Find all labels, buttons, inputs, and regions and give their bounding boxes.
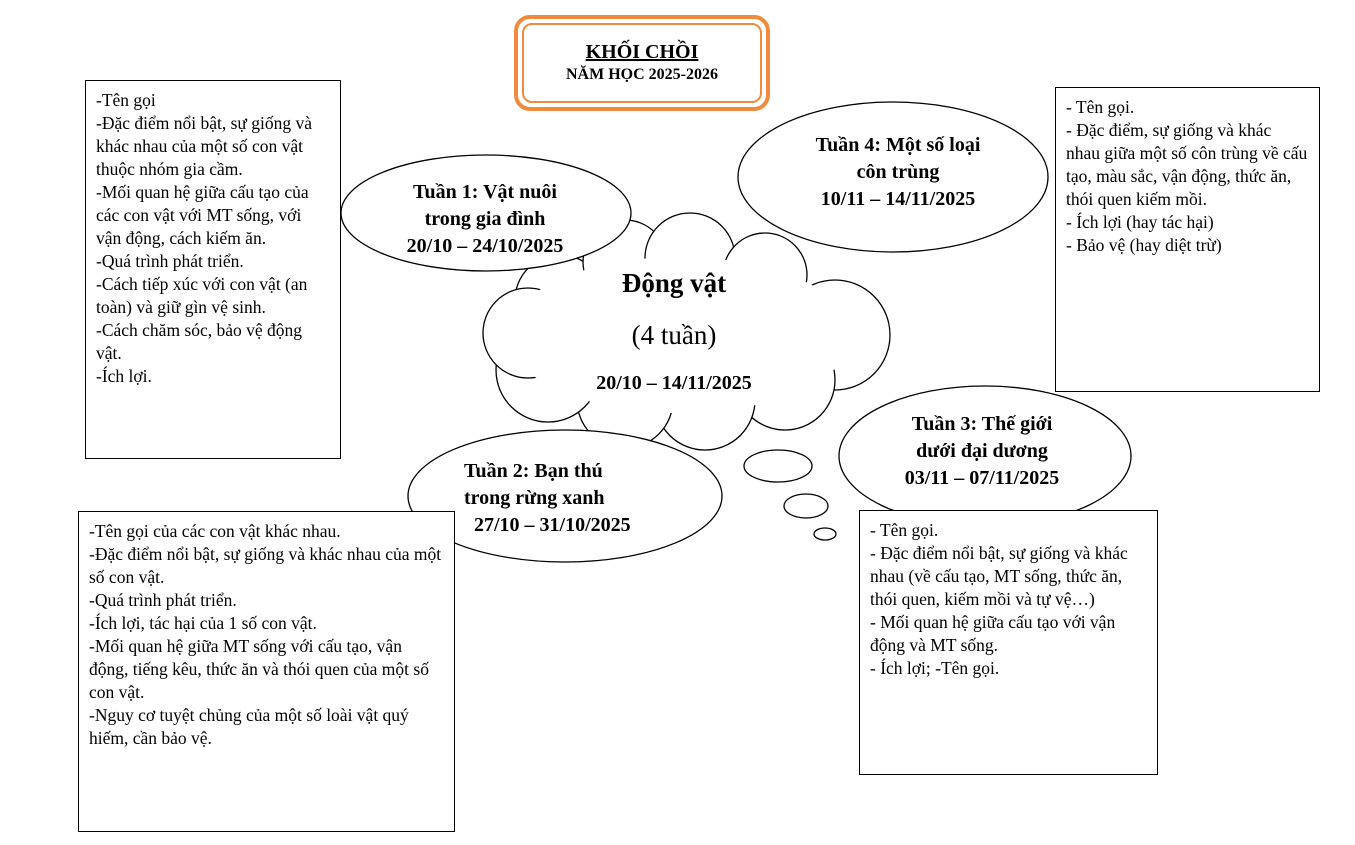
note-item: -Nguy cơ tuyệt chủng của một số loài vật quý hiếm, cần bảo vệ. <box>89 705 409 748</box>
header-title: KHỐI CHỒI <box>585 41 699 63</box>
note-item: -Tên gọi của các con vật khác nhau. <box>89 521 341 541</box>
note-item: -Đặc điểm nổi bật, sự giống và khác nhau của một số con vật. <box>89 544 442 587</box>
note-item: - Mối quan hệ giữa cấu tạo với vận động và MT sống. <box>870 612 1116 655</box>
thought-bubble-small <box>814 528 836 540</box>
note-item: -Mối quan hệ giữa cấu tạo của các con vật với MT sống, với vận động, cách kiếm ăn. <box>96 182 309 248</box>
week-2-subtitle: trong rừng xanh <box>464 486 605 509</box>
week-3-dates: 03/11 – 07/11/2025 <box>904 466 1060 489</box>
week-1-notes <box>85 80 341 459</box>
school-year: NĂM HỌC 2025-2026 <box>566 66 718 83</box>
week-2-title: Tuần 2: Bạn thú <box>464 459 603 482</box>
note-item: -Quá trình phát triển. <box>89 590 237 610</box>
week-3-subtitle: dưới đại dương <box>916 439 1048 462</box>
note-item: - Ích lợi (hay tác hại) <box>1066 212 1214 232</box>
week-3-notes <box>859 510 1158 775</box>
week-4-dates: 10/11 – 14/11/2025 <box>820 187 976 210</box>
thought-bubble-medium <box>784 494 828 518</box>
note-item: -Quá trình phát triển. <box>96 251 244 271</box>
thought-bubble-large <box>744 450 812 482</box>
center-topic-duration: (4 tuần) <box>631 320 717 350</box>
week-2-dates: 27/10 – 31/10/2025 <box>474 513 631 536</box>
note-item: -Cách tiếp xúc với con vật (an toàn) và giữ gìn vệ sinh. <box>96 274 308 317</box>
week-1-label <box>360 178 610 260</box>
note-item: - Đặc điểm nổi bật, sự giống và khác nhau (về cấu tạo, MT sống, thức ăn, thói quen, kiếm mồi và tự vệ…) <box>870 543 1128 609</box>
note-item: -Cách chăm sóc, bảo vệ động vật. <box>96 320 303 363</box>
note-item: - Tên gọi. <box>870 520 939 540</box>
week-4-subtitle: côn trùng <box>856 160 940 183</box>
week-4-title: Tuần 4: Một số loại <box>815 133 981 156</box>
week-1-dates: 20/10 – 24/10/2025 <box>406 234 564 257</box>
center-topic-dates: 20/10 – 14/11/2025 <box>596 372 752 394</box>
note-item: -Đặc điểm nổi bật, sự giống và khác nhau của một số con vật thuộc nhóm gia cầm. <box>96 113 313 179</box>
week-4-notes <box>1055 87 1320 392</box>
week-1-title: Tuần 1: Vật nuôi <box>413 180 557 203</box>
note-item: - Ích lợi; -Tên gọi. <box>870 658 1000 678</box>
week-3-title: Tuần 3: Thế giới <box>911 412 1053 435</box>
week-3-label <box>862 410 1102 492</box>
week-4-label <box>768 131 1028 213</box>
center-topic-title: Động vật <box>621 268 727 298</box>
note-item: - Bảo vệ (hay diệt trừ) <box>1066 235 1222 255</box>
week-2-notes <box>78 511 455 832</box>
note-item: -Mối quan hệ giữa MT sống với cấu tạo, vận động, tiếng kêu, thức ăn và thói quen của một số con vật. <box>89 636 429 702</box>
week-2-label <box>430 457 690 539</box>
header-badge <box>514 15 770 111</box>
note-item: -Ích lợi, tác hại của 1 số con vật. <box>89 613 317 633</box>
note-item: -Tên gọi <box>96 90 156 110</box>
week-1-subtitle: trong gia đình <box>424 207 546 230</box>
note-item: - Tên gọi. <box>1066 97 1135 117</box>
note-item: - Đặc điểm, sự giống và khác nhau giữa một số côn trùng về cấu tạo, màu sắc, vận động, thức ăn, thói quen kiếm mồi. <box>1066 120 1308 209</box>
note-item: -Ích lợi. <box>96 366 152 386</box>
